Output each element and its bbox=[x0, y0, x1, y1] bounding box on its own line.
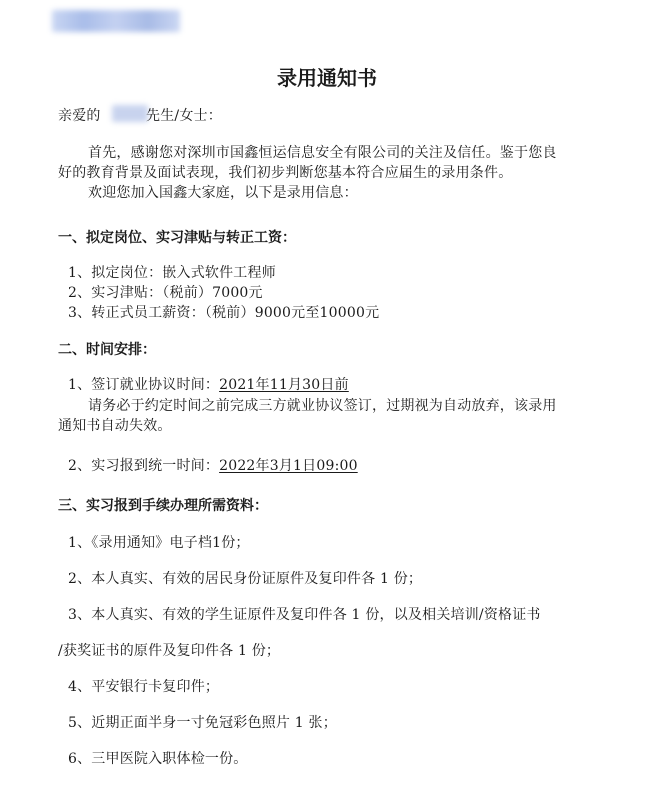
section-1-item: 1、拟定岗位：嵌入式软件工程师 bbox=[68, 265, 276, 281]
intro-line-3: 欢迎您加入国鑫大家庭，以下是录用信息： bbox=[88, 185, 358, 201]
section-1-item: 2、实习津贴：（税前）7000元 bbox=[68, 285, 263, 301]
section-3-item-continued: /获奖证书的原件及复印件各 1 份； bbox=[58, 643, 281, 659]
section-2-item-1 bbox=[68, 374, 349, 394]
section-2-heading: 二、时间安排： bbox=[58, 342, 156, 358]
report-time-value: 2022年3月1日09:00 bbox=[219, 458, 358, 474]
greeting-suffix: 先生/女士： bbox=[146, 108, 222, 124]
signing-deadline-value: 2021年11月30日前 bbox=[219, 377, 349, 393]
section-1-heading: 一、拟定岗位、实习津贴与转正工资： bbox=[58, 230, 296, 246]
section-1-item: 3、转正式员工薪资：（税前）9000元至10000元 bbox=[68, 305, 380, 321]
section-3-item: 5、近期正面半身一寸免冠彩色照片 1 张； bbox=[68, 715, 337, 731]
intro-line-2: 好的教育背景及面试表现，我们初步判断您基本符合应届生的录用条件。 bbox=[58, 165, 513, 181]
redacted-name bbox=[112, 105, 148, 122]
intro-line-1: 首先，感谢您对深圳市国鑫恒运信息安全有限公司的关注及信任。鉴于您良 bbox=[88, 145, 557, 161]
signing-deadline-label: 1、签订就业协议时间： bbox=[68, 377, 220, 393]
section-3-item: 3、本人真实、有效的学生证原件及复印件各 1 份，以及相关培训/资格证书 bbox=[68, 607, 541, 623]
report-time-label: 2、实习报到统一时间： bbox=[68, 458, 220, 474]
section-3-item: 2、本人真实、有效的居民身份证原件及复印件各 1 份； bbox=[68, 571, 423, 587]
greeting-prefix: 亲爱的 bbox=[58, 108, 101, 124]
section-2-note-line-2: 通知书自动失效。 bbox=[58, 418, 172, 434]
section-2-item-2 bbox=[68, 455, 358, 475]
section-3-item: 4、平安银行卡复印件； bbox=[68, 679, 220, 695]
page-title: 录用通知书 bbox=[277, 66, 377, 90]
section-3-item: 1、《录用通知》电子档1份； bbox=[68, 535, 250, 551]
redacted-header bbox=[52, 10, 180, 32]
section-3-heading: 三、实习报到手续办理所需资料： bbox=[58, 498, 268, 514]
section-3-item: 6、三甲医院入职体检一份。 bbox=[68, 751, 248, 767]
section-2-note-line-1: 请务必于约定时间之前完成三方就业协议签订，过期视为自动放弃，该录用 bbox=[88, 398, 557, 414]
